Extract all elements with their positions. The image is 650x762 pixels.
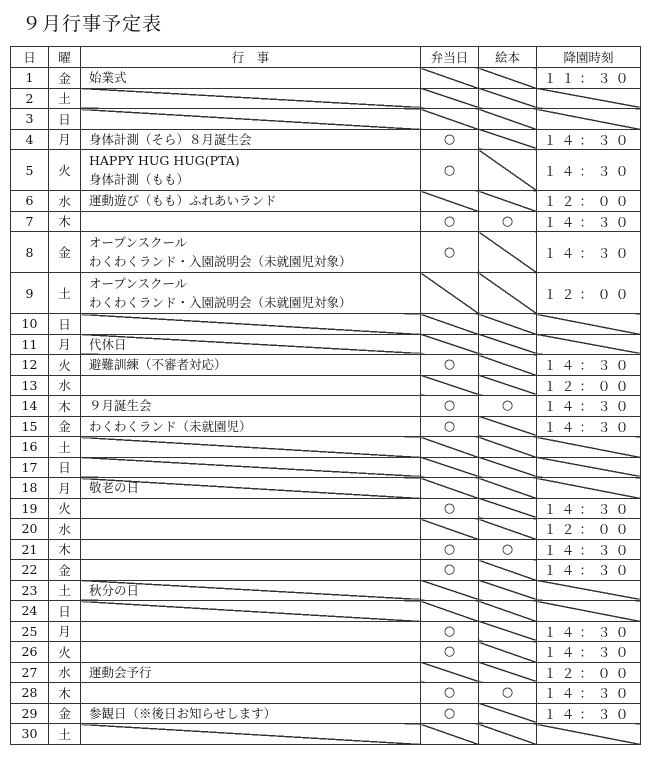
day-cell: 15 bbox=[11, 416, 49, 437]
picture-book-cell bbox=[479, 334, 537, 355]
day-cell: 16 bbox=[11, 437, 49, 458]
table-row bbox=[11, 703, 641, 724]
day-cell: 4 bbox=[11, 129, 49, 150]
event-cell: 参観日（※後日お知らせします） bbox=[81, 703, 421, 724]
table-row bbox=[11, 273, 641, 314]
weekday-cell: 火 bbox=[49, 150, 81, 191]
weekday-cell: 日 bbox=[49, 601, 81, 622]
picture-book-cell bbox=[479, 724, 537, 745]
picture-book-cell bbox=[479, 314, 537, 335]
header-row bbox=[11, 47, 641, 68]
lunch-day-cell bbox=[421, 314, 479, 335]
weekday-cell: 金 bbox=[49, 416, 81, 437]
day-cell: 19 bbox=[11, 498, 49, 519]
day-cell: 9 bbox=[11, 273, 49, 314]
pickup-time-cell: １４：３０ bbox=[537, 621, 641, 642]
day-cell: 29 bbox=[11, 703, 49, 724]
picture-book-cell bbox=[479, 642, 537, 663]
pickup-time-cell: １４：３０ bbox=[537, 498, 641, 519]
table-row bbox=[11, 601, 641, 622]
picture-book-cell bbox=[479, 437, 537, 458]
event-cell bbox=[81, 724, 421, 745]
weekday-cell: 水 bbox=[49, 662, 81, 683]
event-cell bbox=[81, 683, 421, 704]
weekday-cell: 金 bbox=[49, 703, 81, 724]
day-cell: 17 bbox=[11, 457, 49, 478]
pickup-time-cell bbox=[537, 457, 641, 478]
lunch-day-cell bbox=[421, 580, 479, 601]
table-row bbox=[11, 683, 641, 704]
event-cell bbox=[81, 457, 421, 478]
table-row bbox=[11, 211, 641, 232]
event-cell bbox=[81, 539, 421, 560]
picture-book-cell bbox=[479, 621, 537, 642]
weekday-cell: 日 bbox=[49, 314, 81, 335]
lunch-day-cell bbox=[421, 519, 479, 540]
pickup-time-cell: １４：３０ bbox=[537, 416, 641, 437]
lunch-day-cell: ○ bbox=[421, 416, 479, 437]
pickup-time-cell bbox=[537, 334, 641, 355]
event-cell bbox=[81, 211, 421, 232]
picture-book-cell bbox=[479, 273, 537, 314]
day-cell: 10 bbox=[11, 314, 49, 335]
picture-book-cell bbox=[479, 355, 537, 376]
lunch-day-cell: ○ bbox=[421, 150, 479, 191]
event-cell bbox=[81, 601, 421, 622]
day-cell: 21 bbox=[11, 539, 49, 560]
weekday-cell: 金 bbox=[49, 560, 81, 581]
lunch-day-cell: ○ bbox=[421, 396, 479, 417]
weekday-cell: 木 bbox=[49, 211, 81, 232]
pickup-time-cell bbox=[537, 88, 641, 109]
pickup-time-cell: １１：３０ bbox=[537, 68, 641, 89]
day-cell: 3 bbox=[11, 109, 49, 130]
day-cell: 2 bbox=[11, 88, 49, 109]
picture-book-cell: ○ bbox=[479, 396, 537, 417]
event-cell bbox=[81, 621, 421, 642]
table-row bbox=[11, 88, 641, 109]
event-cell: 代休日 bbox=[81, 334, 421, 355]
pickup-time-cell: １２：００ bbox=[537, 273, 641, 314]
weekday-cell: 土 bbox=[49, 273, 81, 314]
pickup-time-cell: １２：００ bbox=[537, 375, 641, 396]
pickup-time-cell bbox=[537, 314, 641, 335]
day-cell: 20 bbox=[11, 519, 49, 540]
table-row bbox=[11, 642, 641, 663]
lunch-day-cell bbox=[421, 478, 479, 499]
weekday-cell: 金 bbox=[49, 68, 81, 89]
pickup-time-cell: １４：３０ bbox=[537, 129, 641, 150]
schedule-body bbox=[11, 68, 641, 745]
table-row bbox=[11, 457, 641, 478]
event-line: 身体計測（もも） bbox=[89, 172, 190, 187]
table-row bbox=[11, 416, 641, 437]
pickup-time-cell bbox=[537, 109, 641, 130]
event-cell bbox=[81, 375, 421, 396]
weekday-cell: 日 bbox=[49, 109, 81, 130]
lunch-day-cell: ○ bbox=[421, 129, 479, 150]
event-cell: 身体計測（そら）８月誕生会 bbox=[81, 129, 421, 150]
day-cell: 22 bbox=[11, 560, 49, 581]
day-cell: 11 bbox=[11, 334, 49, 355]
picture-book-cell bbox=[479, 129, 537, 150]
lunch-day-cell: ○ bbox=[421, 355, 479, 376]
table-row bbox=[11, 580, 641, 601]
picture-book-cell bbox=[479, 232, 537, 273]
event-line: わくわくランド・入園説明会（未就園児対象） bbox=[89, 254, 352, 269]
event-cell: 敬老の日 bbox=[81, 478, 421, 499]
day-cell: 7 bbox=[11, 211, 49, 232]
lunch-day-cell bbox=[421, 662, 479, 683]
table-row bbox=[11, 519, 641, 540]
weekday-cell: 水 bbox=[49, 519, 81, 540]
event-line: わくわくランド・入園説明会（未就園児対象） bbox=[89, 295, 352, 310]
weekday-cell: 金 bbox=[49, 232, 81, 273]
picture-book-cell bbox=[479, 191, 537, 212]
picture-book-cell bbox=[479, 703, 537, 724]
table-row bbox=[11, 109, 641, 130]
weekday-cell: 月 bbox=[49, 478, 81, 499]
weekday-cell: 土 bbox=[49, 580, 81, 601]
table-row bbox=[11, 724, 641, 745]
lunch-day-cell bbox=[421, 109, 479, 130]
pickup-time-cell: １４：３０ bbox=[537, 355, 641, 376]
day-cell: 18 bbox=[11, 478, 49, 499]
picture-book-cell bbox=[479, 519, 537, 540]
event-cell bbox=[81, 314, 421, 335]
table-row bbox=[11, 662, 641, 683]
lunch-day-cell bbox=[421, 375, 479, 396]
pickup-time-cell: １４：３０ bbox=[537, 211, 641, 232]
day-cell: 14 bbox=[11, 396, 49, 417]
event-cell bbox=[81, 88, 421, 109]
event-cell bbox=[81, 232, 421, 273]
day-cell: 8 bbox=[11, 232, 49, 273]
lunch-day-cell: ○ bbox=[421, 232, 479, 273]
picture-book-cell bbox=[479, 662, 537, 683]
weekday-cell: 月 bbox=[49, 334, 81, 355]
pickup-time-cell bbox=[537, 601, 641, 622]
day-cell: 26 bbox=[11, 642, 49, 663]
day-cell: 23 bbox=[11, 580, 49, 601]
event-cell bbox=[81, 642, 421, 663]
event-cell: 避難訓練（不審者対応） bbox=[81, 355, 421, 376]
table-row bbox=[11, 355, 641, 376]
table-row bbox=[11, 334, 641, 355]
pickup-time-cell bbox=[537, 437, 641, 458]
weekday-cell: 土 bbox=[49, 88, 81, 109]
lunch-day-cell bbox=[421, 724, 479, 745]
table-row bbox=[11, 375, 641, 396]
weekday-cell: 土 bbox=[49, 437, 81, 458]
weekday-cell: 水 bbox=[49, 191, 81, 212]
table-row bbox=[11, 539, 641, 560]
day-cell: 28 bbox=[11, 683, 49, 704]
event-cell bbox=[81, 273, 421, 314]
event-cell: 運動遊び（もも）ふれあいランド bbox=[81, 191, 421, 212]
picture-book-cell bbox=[479, 601, 537, 622]
table-row bbox=[11, 68, 641, 89]
lunch-day-cell bbox=[421, 437, 479, 458]
pickup-time-cell: １４：３０ bbox=[537, 642, 641, 663]
picture-book-cell bbox=[479, 457, 537, 478]
pickup-time-cell: １２：００ bbox=[537, 519, 641, 540]
lunch-day-cell: ○ bbox=[421, 642, 479, 663]
page-title: ９月行事予定表 bbox=[22, 13, 163, 35]
header-pickup-time: 降園時刻 bbox=[537, 47, 641, 68]
pickup-time-cell: １４：３０ bbox=[537, 539, 641, 560]
table-row bbox=[11, 437, 641, 458]
day-cell: 6 bbox=[11, 191, 49, 212]
pickup-time-cell: １４：３０ bbox=[537, 683, 641, 704]
day-cell: 25 bbox=[11, 621, 49, 642]
lunch-day-cell bbox=[421, 457, 479, 478]
picture-book-cell bbox=[479, 416, 537, 437]
picture-book-cell bbox=[479, 375, 537, 396]
weekday-cell: 火 bbox=[49, 642, 81, 663]
event-cell: 秋分の日 bbox=[81, 580, 421, 601]
weekday-cell: 木 bbox=[49, 683, 81, 704]
day-cell: 1 bbox=[11, 68, 49, 89]
weekday-cell: 火 bbox=[49, 355, 81, 376]
lunch-day-cell: ○ bbox=[421, 560, 479, 581]
weekday-cell: 月 bbox=[49, 621, 81, 642]
event-cell bbox=[81, 560, 421, 581]
day-cell: 30 bbox=[11, 724, 49, 745]
pickup-time-cell: １４：３０ bbox=[537, 232, 641, 273]
weekday-cell: 土 bbox=[49, 724, 81, 745]
table-row bbox=[11, 129, 641, 150]
event-cell bbox=[81, 437, 421, 458]
lunch-day-cell bbox=[421, 88, 479, 109]
event-line: HAPPY HUG HUG(PTA) bbox=[89, 153, 240, 168]
picture-book-cell bbox=[479, 580, 537, 601]
weekday-cell: 火 bbox=[49, 498, 81, 519]
lunch-day-cell: ○ bbox=[421, 683, 479, 704]
lunch-day-cell: ○ bbox=[421, 539, 479, 560]
table-row bbox=[11, 232, 641, 273]
pickup-time-cell bbox=[537, 724, 641, 745]
event-line: オープンスクール bbox=[89, 276, 188, 291]
weekday-cell: 水 bbox=[49, 375, 81, 396]
event-line: オープンスクール bbox=[89, 235, 188, 250]
pickup-time-cell: １２：００ bbox=[537, 662, 641, 683]
event-cell bbox=[81, 519, 421, 540]
pickup-time-cell: １４：３０ bbox=[537, 703, 641, 724]
pickup-time-cell: １４：３０ bbox=[537, 396, 641, 417]
pickup-time-cell: １２：００ bbox=[537, 191, 641, 212]
picture-book-cell: ○ bbox=[479, 539, 537, 560]
event-cell: ９月誕生会 bbox=[81, 396, 421, 417]
day-cell: 5 bbox=[11, 150, 49, 191]
picture-book-cell bbox=[479, 478, 537, 499]
schedule-table bbox=[10, 46, 641, 745]
lunch-day-cell bbox=[421, 334, 479, 355]
table-row bbox=[11, 314, 641, 335]
event-cell bbox=[81, 498, 421, 519]
picture-book-cell: ○ bbox=[479, 211, 537, 232]
lunch-day-cell: ○ bbox=[421, 211, 479, 232]
day-cell: 12 bbox=[11, 355, 49, 376]
lunch-day-cell: ○ bbox=[421, 621, 479, 642]
day-cell: 24 bbox=[11, 601, 49, 622]
pickup-time-cell: １４：３０ bbox=[537, 150, 641, 191]
pickup-time-cell bbox=[537, 478, 641, 499]
event-cell: わくわくランド（未就園児） bbox=[81, 416, 421, 437]
lunch-day-cell bbox=[421, 273, 479, 314]
table-row bbox=[11, 150, 641, 191]
table-row bbox=[11, 396, 641, 417]
lunch-day-cell bbox=[421, 601, 479, 622]
lunch-day-cell: ○ bbox=[421, 498, 479, 519]
event-cell: 始業式 bbox=[81, 68, 421, 89]
event-cell bbox=[81, 109, 421, 130]
lunch-day-cell bbox=[421, 191, 479, 212]
table-row bbox=[11, 478, 641, 499]
table-row bbox=[11, 498, 641, 519]
weekday-cell: 日 bbox=[49, 457, 81, 478]
header-picture-book: 絵本 bbox=[479, 47, 537, 68]
header-day: 日 bbox=[11, 47, 49, 68]
event-cell: 運動会予行 bbox=[81, 662, 421, 683]
picture-book-cell bbox=[479, 560, 537, 581]
day-cell: 27 bbox=[11, 662, 49, 683]
table-row bbox=[11, 560, 641, 581]
picture-book-cell bbox=[479, 109, 537, 130]
picture-book-cell bbox=[479, 150, 537, 191]
picture-book-cell bbox=[479, 498, 537, 519]
day-cell: 13 bbox=[11, 375, 49, 396]
lunch-day-cell: ○ bbox=[421, 703, 479, 724]
picture-book-cell bbox=[479, 68, 537, 89]
event-cell bbox=[81, 150, 421, 191]
weekday-cell: 月 bbox=[49, 129, 81, 150]
header-event: 行 事 bbox=[81, 47, 421, 68]
header-lunch-day: 弁当日 bbox=[421, 47, 479, 68]
weekday-cell: 木 bbox=[49, 396, 81, 417]
table-row bbox=[11, 621, 641, 642]
header-weekday: 曜 bbox=[49, 47, 81, 68]
picture-book-cell bbox=[479, 88, 537, 109]
table-row bbox=[11, 191, 641, 212]
pickup-time-cell bbox=[537, 580, 641, 601]
weekday-cell: 木 bbox=[49, 539, 81, 560]
pickup-time-cell: １４：３０ bbox=[537, 560, 641, 581]
picture-book-cell: ○ bbox=[479, 683, 537, 704]
lunch-day-cell bbox=[421, 68, 479, 89]
